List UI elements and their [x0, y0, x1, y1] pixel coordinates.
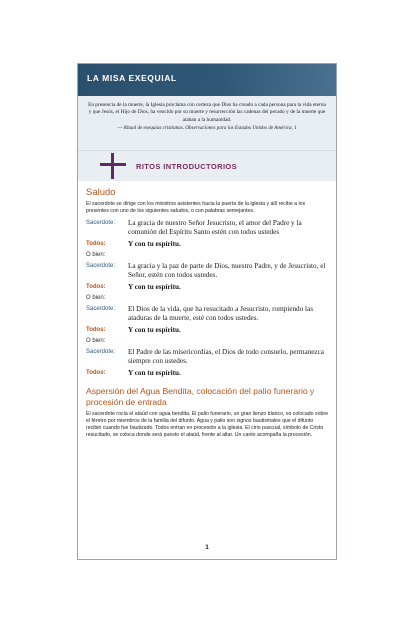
all-response: Y con tu espíritu. — [128, 326, 181, 335]
or-label: O bien: — [86, 338, 106, 345]
page-header — [78, 64, 336, 96]
intro-text: En presencia de la muerte, la Iglesia proclama con certeza que Dios ha creado a cada persona para la vida eterna y que Jesús, el Hijo de Dios, ha vencido por su muerte y resurrección las cadenas del pecado y de la muerte que ataban a la humanidad. — [88, 102, 326, 123]
booklet-page — [77, 63, 337, 560]
all-label: Todos: — [86, 241, 106, 248]
intro-citation: — Ritual de exequias cristianas. Observaciones para los Estados Unidos de América, 1 — [117, 125, 297, 132]
priest-line: La gracia de nuestro Señor Jesucristo, el amor del Padre y la comunión del Espíritu Santo estén con todos ustedes — [128, 219, 302, 237]
priest-line: El Padre de las misericordias, el Dios de todo consuelo, permanezca siempre con ustedes. — [128, 348, 324, 366]
section-title: RITOS INTRODUCTORIOS — [136, 162, 238, 171]
dialogue-priest — [86, 305, 328, 323]
intro-box — [78, 96, 336, 150]
page-number: 1 — [205, 545, 209, 551]
all-label: Todos: — [86, 284, 106, 291]
all-label: Todos: — [86, 370, 106, 377]
priest-line: El Dios de la vida, que ha resucitado a Jesucristo, rompiendo las ataduras de la muerte, esté con todos ustedes. — [128, 305, 314, 323]
dialogue-all — [86, 240, 328, 249]
cross-icon — [100, 153, 126, 179]
dialogue-all — [86, 369, 328, 378]
all-response: Y con tu espíritu. — [128, 369, 181, 378]
priest-label: Sacerdote: — [86, 349, 116, 356]
saludo-heading: Saludo — [86, 187, 116, 198]
all-label: Todos: — [86, 327, 106, 334]
priest-label: Sacerdote: — [86, 263, 116, 270]
page-title: LA MISA EXEQUIAL — [87, 73, 177, 83]
dialogue-all — [86, 283, 328, 292]
saludo-rubric: El sacerdote se dirige con los ministros asistentes hacia la puerta de la iglesia y allí recibe a los presentes con uno de los siguientes saludos, o con palabras semejantes. — [86, 201, 306, 215]
aspersion-heading: Aspersión del Agua Bendita, colocación del palio funerario y procesión de entrada — [86, 386, 315, 407]
citation-title: Ritual de exequias cristianas. Observaciones para los Estados Unidos de América — [123, 125, 292, 132]
aspersion-rubric: El sacerdote rocía el ataúd con agua bendita. El palio funerario, un gran lienzo blanco, es colocado sobre el féretro por miembros de la familia del difunto. Agua y palio son signos bautismales que el difunto recibió cuando fue bautizado. Todos entran en procesión a la iglesia. El cirio pascual, símbolo de Cristo resucitado, se coloca donde será puesto el ataúd, frente al altar. Un canto acompaña la procesión. — [86, 410, 328, 439]
priest-label: Sacerdote: — [86, 220, 116, 227]
priest-line: La gracia y la paz de parte de Dios, nuestro Padre, y de Jesucristo, el Señor, estén con todos ustedes. — [128, 262, 326, 280]
priest-label: Sacerdote: — [86, 306, 116, 313]
page-content — [78, 181, 336, 439]
dialogue-all — [86, 326, 328, 335]
all-response: Y con tu espíritu. — [128, 283, 181, 292]
or-label: O bien: — [86, 295, 106, 302]
dialogue-priest — [86, 262, 328, 280]
all-response: Y con tu espíritu. — [128, 240, 181, 249]
or-label: O bien: — [86, 252, 106, 259]
section-band — [78, 150, 336, 181]
dialogue-priest — [86, 348, 328, 366]
dialogue-priest — [86, 219, 328, 237]
